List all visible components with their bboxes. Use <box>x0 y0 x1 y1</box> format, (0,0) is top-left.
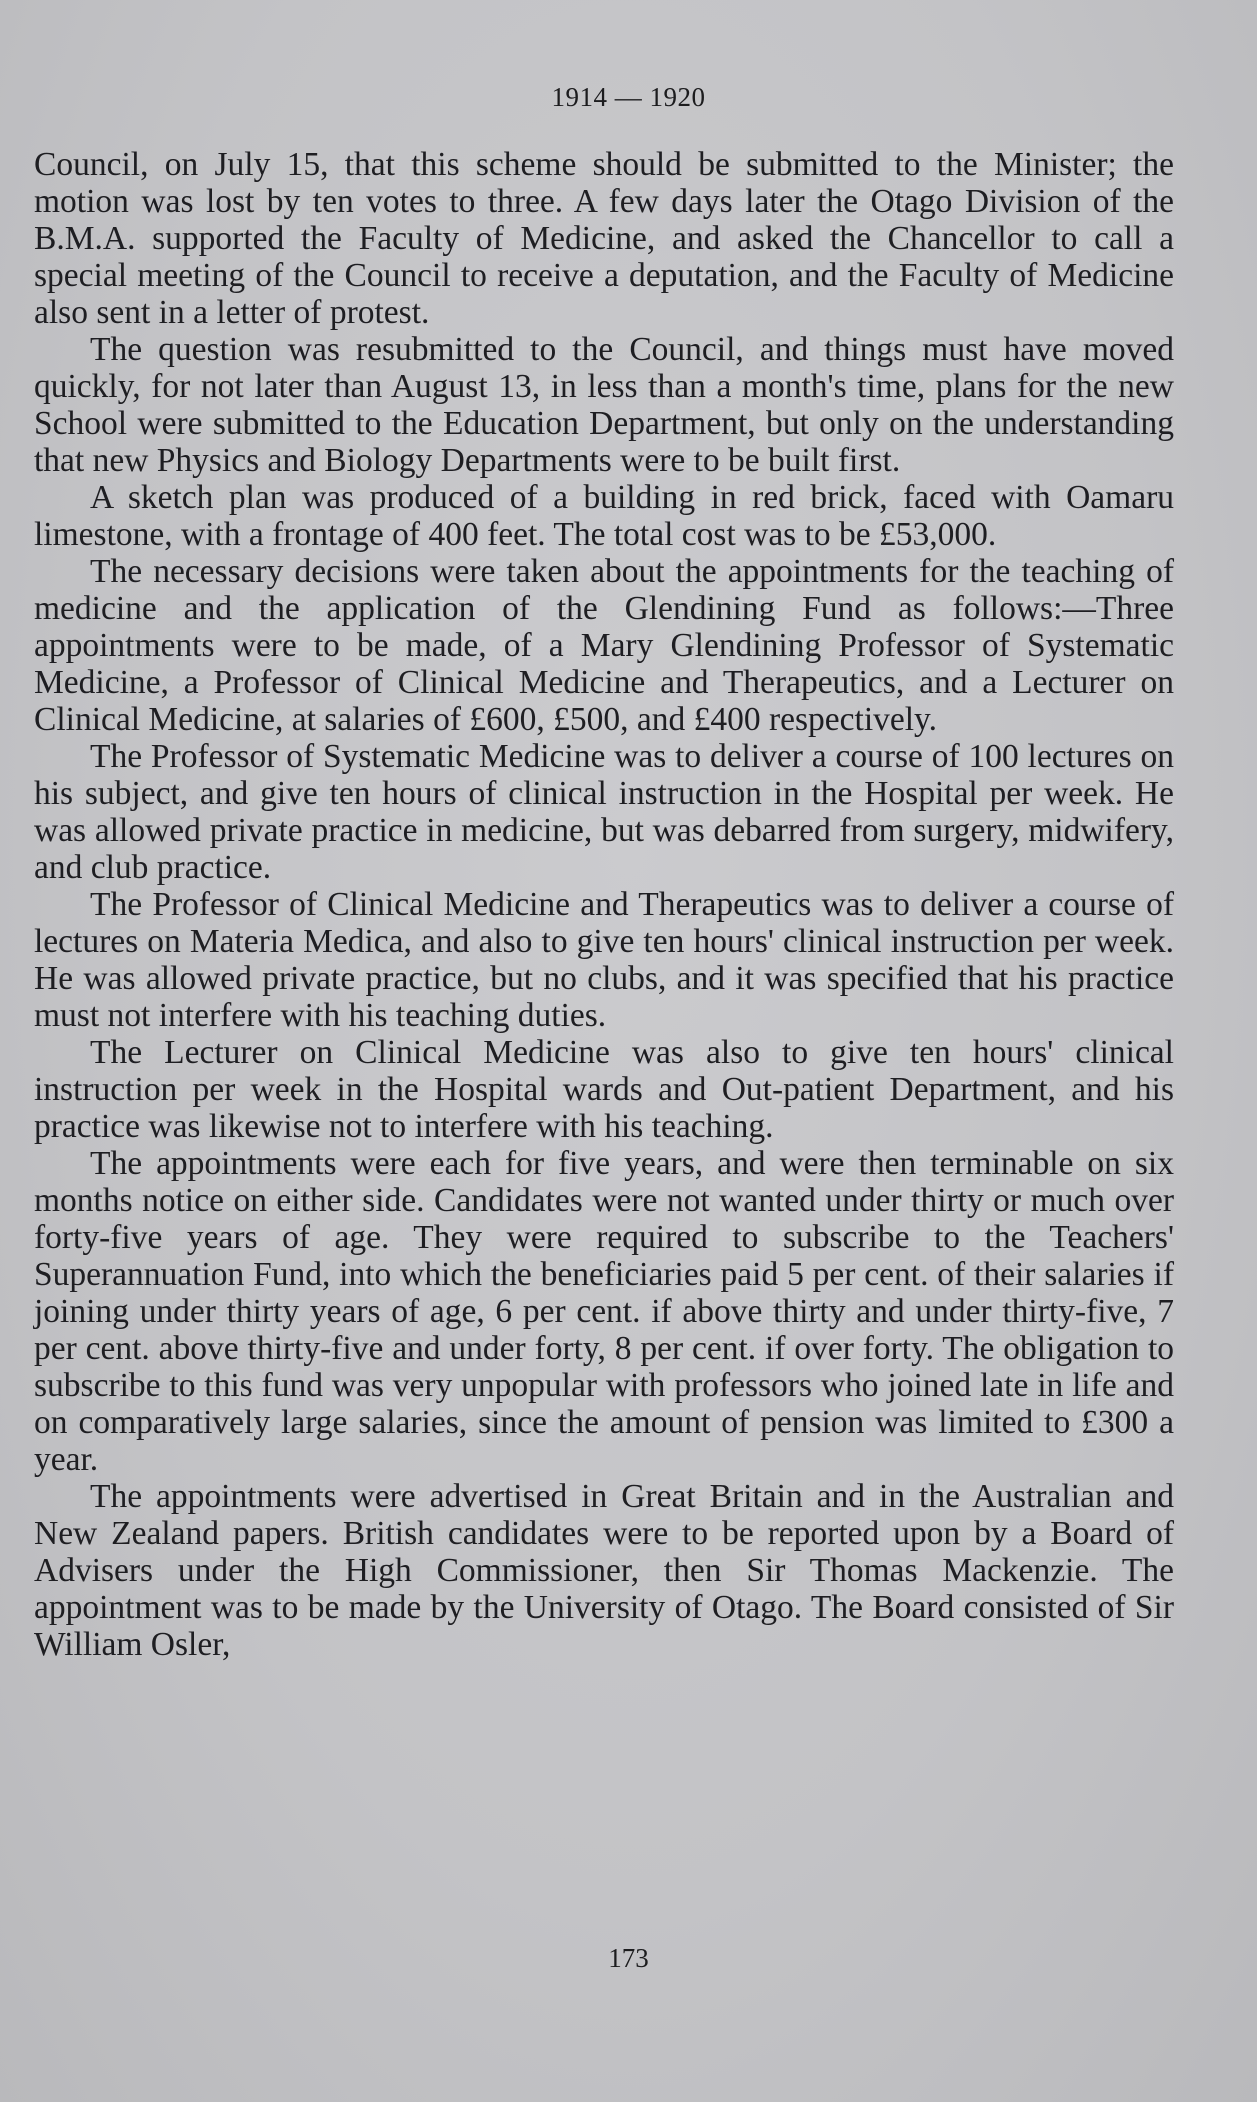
body-text <box>34 146 1174 1663</box>
running-head: 1914 — 1920 <box>551 82 706 112</box>
paragraph: The Lecturer on Clinical Medicine was also to give ten hours' clinical instruction per week in the Hospital wards and Out-patient Department, and his practice was likewise not to interfere with his teaching. <box>34 1034 1174 1145</box>
paragraph: The appointments were each for five years, and were then terminable on six months notice on either side. Candidates were not wanted under thirty or much over forty-five years of age. They were required to subscribe to the Teachers' Superannuation Fund, into which the beneficiaries paid 5 per cent. of their salaries if joining under thirty years of age, 6 per cent. if above thirty and under thirty-five, 7 per cent. above thirty-five and under forty, 8 per cent. if over forty. The obligation to subscribe to this fund was very unpopular with professors who joined late in life and on comparatively large salaries, since the amount of pension was limited to £300 a year. <box>34 1145 1174 1478</box>
paragraph: The Professor of Clinical Medicine and Therapeutics was to deliver a course of lectures on Materia Medica, and also to give ten hours' clinical instruction per week. He was allowed private practice, but no clubs, and it was specified that his practice must not interfere with his teaching duties. <box>34 886 1174 1034</box>
paragraph: Council, on July 15, that this scheme should be submitted to the Minister; the motion was lost by ten votes to three. A few days later the Otago Division of the B.M.A. supported the Faculty of Medicine, and asked the Chancellor to call a special meeting of the Council to receive a deputation, and the Faculty of Medicine also sent in a letter of protest. <box>34 146 1174 331</box>
paragraph: A sketch plan was produced of a building in red brick, faced with Oamaru limestone, with a frontage of 400 feet. The total cost was to be £53,000. <box>34 479 1174 553</box>
paragraph: The appointments were advertised in Great Britain and in the Australian and New Zealand papers. British candidates were to be reported upon by a Board of Advisers under the High Commissioner, then Sir Thomas Mackenzie. The appointment was to be made by the University of Otago. The Board consisted of Sir William Osler, <box>34 1478 1174 1663</box>
page-number: 173 <box>608 1943 649 1973</box>
paragraph: The Professor of Systematic Medicine was to deliver a course of 100 lectures on his subject, and give ten hours of clinical instruction in the Hospital per week. He was allowed private practice in medicine, but was debarred from surgery, midwifery, and club practice. <box>34 738 1174 886</box>
paragraph: The necessary decisions were taken about the appointments for the teaching of medicine and the application of the Glendining Fund as follows:—Three appointments were to be made, of a Mary Glendining Professor of Systematic Medicine, a Professor of Clinical Medicine and Therapeutics, and a Lecturer on Clinical Medicine, at salaries of £600, £500, and £400 respectively. <box>34 553 1174 738</box>
paragraph: The question was resubmitted to the Council, and things must have moved quickly, for not later than August 13, in less than a month's time, plans for the new School were submitted to the Education Department, but only on the understanding that new Physics and Biology Departments were to be built first. <box>34 331 1174 479</box>
